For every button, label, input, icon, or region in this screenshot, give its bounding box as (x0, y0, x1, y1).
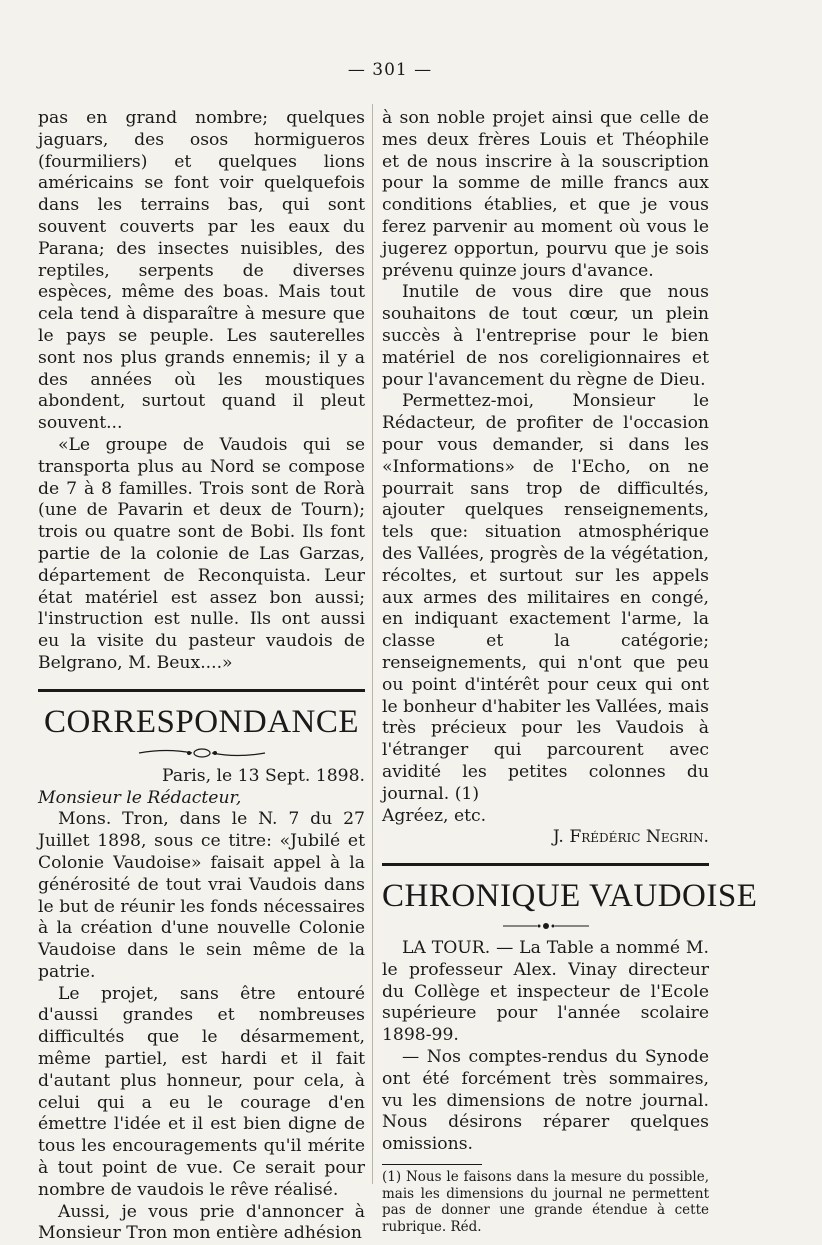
letter-signature: J. Frédéric Negrin. (552, 827, 709, 848)
footnote: (1) Nous le faisons dans la mesure du possible, mais les dimensions du journal ne permettent pas de donner une grande étendue à cette rubrique. Réd. (382, 1169, 709, 1235)
letter-paragraph: Permettez-moi, Monsieur le Rédacteur, de profiter de l'occasion pour vous demander, si dans les «Informations» de l'Echo, on ne pourrait sans trop de difficultés, ajouter quelques renseignements, tels que: situation atmosphérique des Vallées, progrès de la végétation, récoltes, et surtout sur les appels aux armes des militaires en congé, en indiquant exactement l'arme, la classe et la catégorie; renseignements, qui n'ont que peu ou point d'intérêt pour ceux qui ont le bonheur d'habiter les Vallées, mais très précieux pour les Vaudois à l'étranger qui parcourent avec avidité les petites colonnes du journal. (1) (382, 391, 709, 804)
article-paragraph: «Le groupe de Vaudois qui se transporta plus au Nord se compose de 7 à 8 familles. Trois sont de Rorà (une de Pavarin et deux de Tourn); trois ou quatre sont de Bobi. Ils font partie de la colonie de Las Garzas, département de Reconquista. Leur état matériel est assez bon aussi; l'instruction est nulle. Ils ont aussi eu la visite du pasteur vaudois de Belgrano, M. Beux....» (38, 434, 365, 673)
footnote-rule (382, 1164, 482, 1165)
section-heading-chronique: CHRONIQUE VAUDOISE (382, 878, 758, 915)
page-number: — 301 — (347, 60, 433, 80)
article-paragraph: pas en grand nombre; quelques jaguars, des osos hormigueros (fourmiliers) et quelques lions américains se font voir quelquefois dans les terrains bas, qui sont souvent couverts par les eaux du Parana; des insectes nuisibles, des reptiles, serpents de diverses espèces, même des boas. Mais tout cela tend à disparaître à mesure que le pays se peuple. Les sauterelles sont nos plus grands ennemis; il y a des années où les moustiques abondent, surtout quand il pleut souvent... (38, 108, 365, 434)
letter-paragraph: à son noble projet ainsi que celle de mes deux frères Louis et Théophile et de nous inscrire à la souscription pour la somme de mille francs aux conditions établies, et que je vous ferez parvenir au moment où vous le jugerez opportun, pourvu que je sois prévenu quinze jours d'avance. (382, 108, 709, 281)
ornament-divider (137, 746, 267, 760)
news-paragraph: LA TOUR. — La Table a nommé M. le professeur Alex. Vinay directeur du Collège et inspecteur de l'Ecole supérieure pour l'année scolaire 1898-99. (382, 938, 709, 1046)
column-divider (372, 104, 373, 1184)
section-rule (38, 689, 365, 692)
section-heading-correspondance: CORRESPONDANCE (43, 703, 360, 740)
letter-paragraph: Inutile de vous dire que nous souhaitons de tout cœur, un plein succès à l'entreprise pour le bien matériel de nos coreligionnaires et pour l'avancement du règne de Dieu. (382, 282, 709, 390)
section-rule (382, 863, 709, 866)
news-paragraph: — Nos comptes-rendus du Synode ont été forcément très sommaires, vu les dimensions de notre journal. Nous désirons réparer quelques omissions. (382, 1047, 709, 1155)
letter-paragraph: Aussi, je vous prie d'annoncer à Monsieur Tron mon entière adhésion (38, 1201, 365, 1244)
letter-paragraph: Le projet, sans être entouré d'aussi grandes et nombreuses difficultés que le désarmement, même partiel, est hardi et il fait d'autant plus honneur, pour cela, à celui qui a eu le courage d'en émettre l'idée et il est bien digne de tous les encouragements qu'il mérite à tout point de vue. Ce serait pour nombre de vaudois le rêve réalisé. (38, 983, 365, 1200)
ornament-divider (501, 920, 591, 932)
letter-signoff: Agréez, etc. (382, 805, 487, 826)
left-column (38, 108, 365, 1245)
right-column (382, 108, 758, 1235)
letter-salutation: Monsieur le Rédacteur, (38, 787, 242, 808)
letter-paragraph: Mons. Tron, dans le N. 7 du 27 Juillet 1898, sous ce titre: «Jubilé et Colonie Vaudoise» faisait appel à la générosité de tout vrai Vaudois dans le but de réunir les fonds nécessaires à la création d'une nouvelle Colonie Vaudoise dans le sein même de la patrie. (38, 809, 365, 982)
letter-date: Paris, le 13 Sept. 1898. (162, 765, 365, 786)
